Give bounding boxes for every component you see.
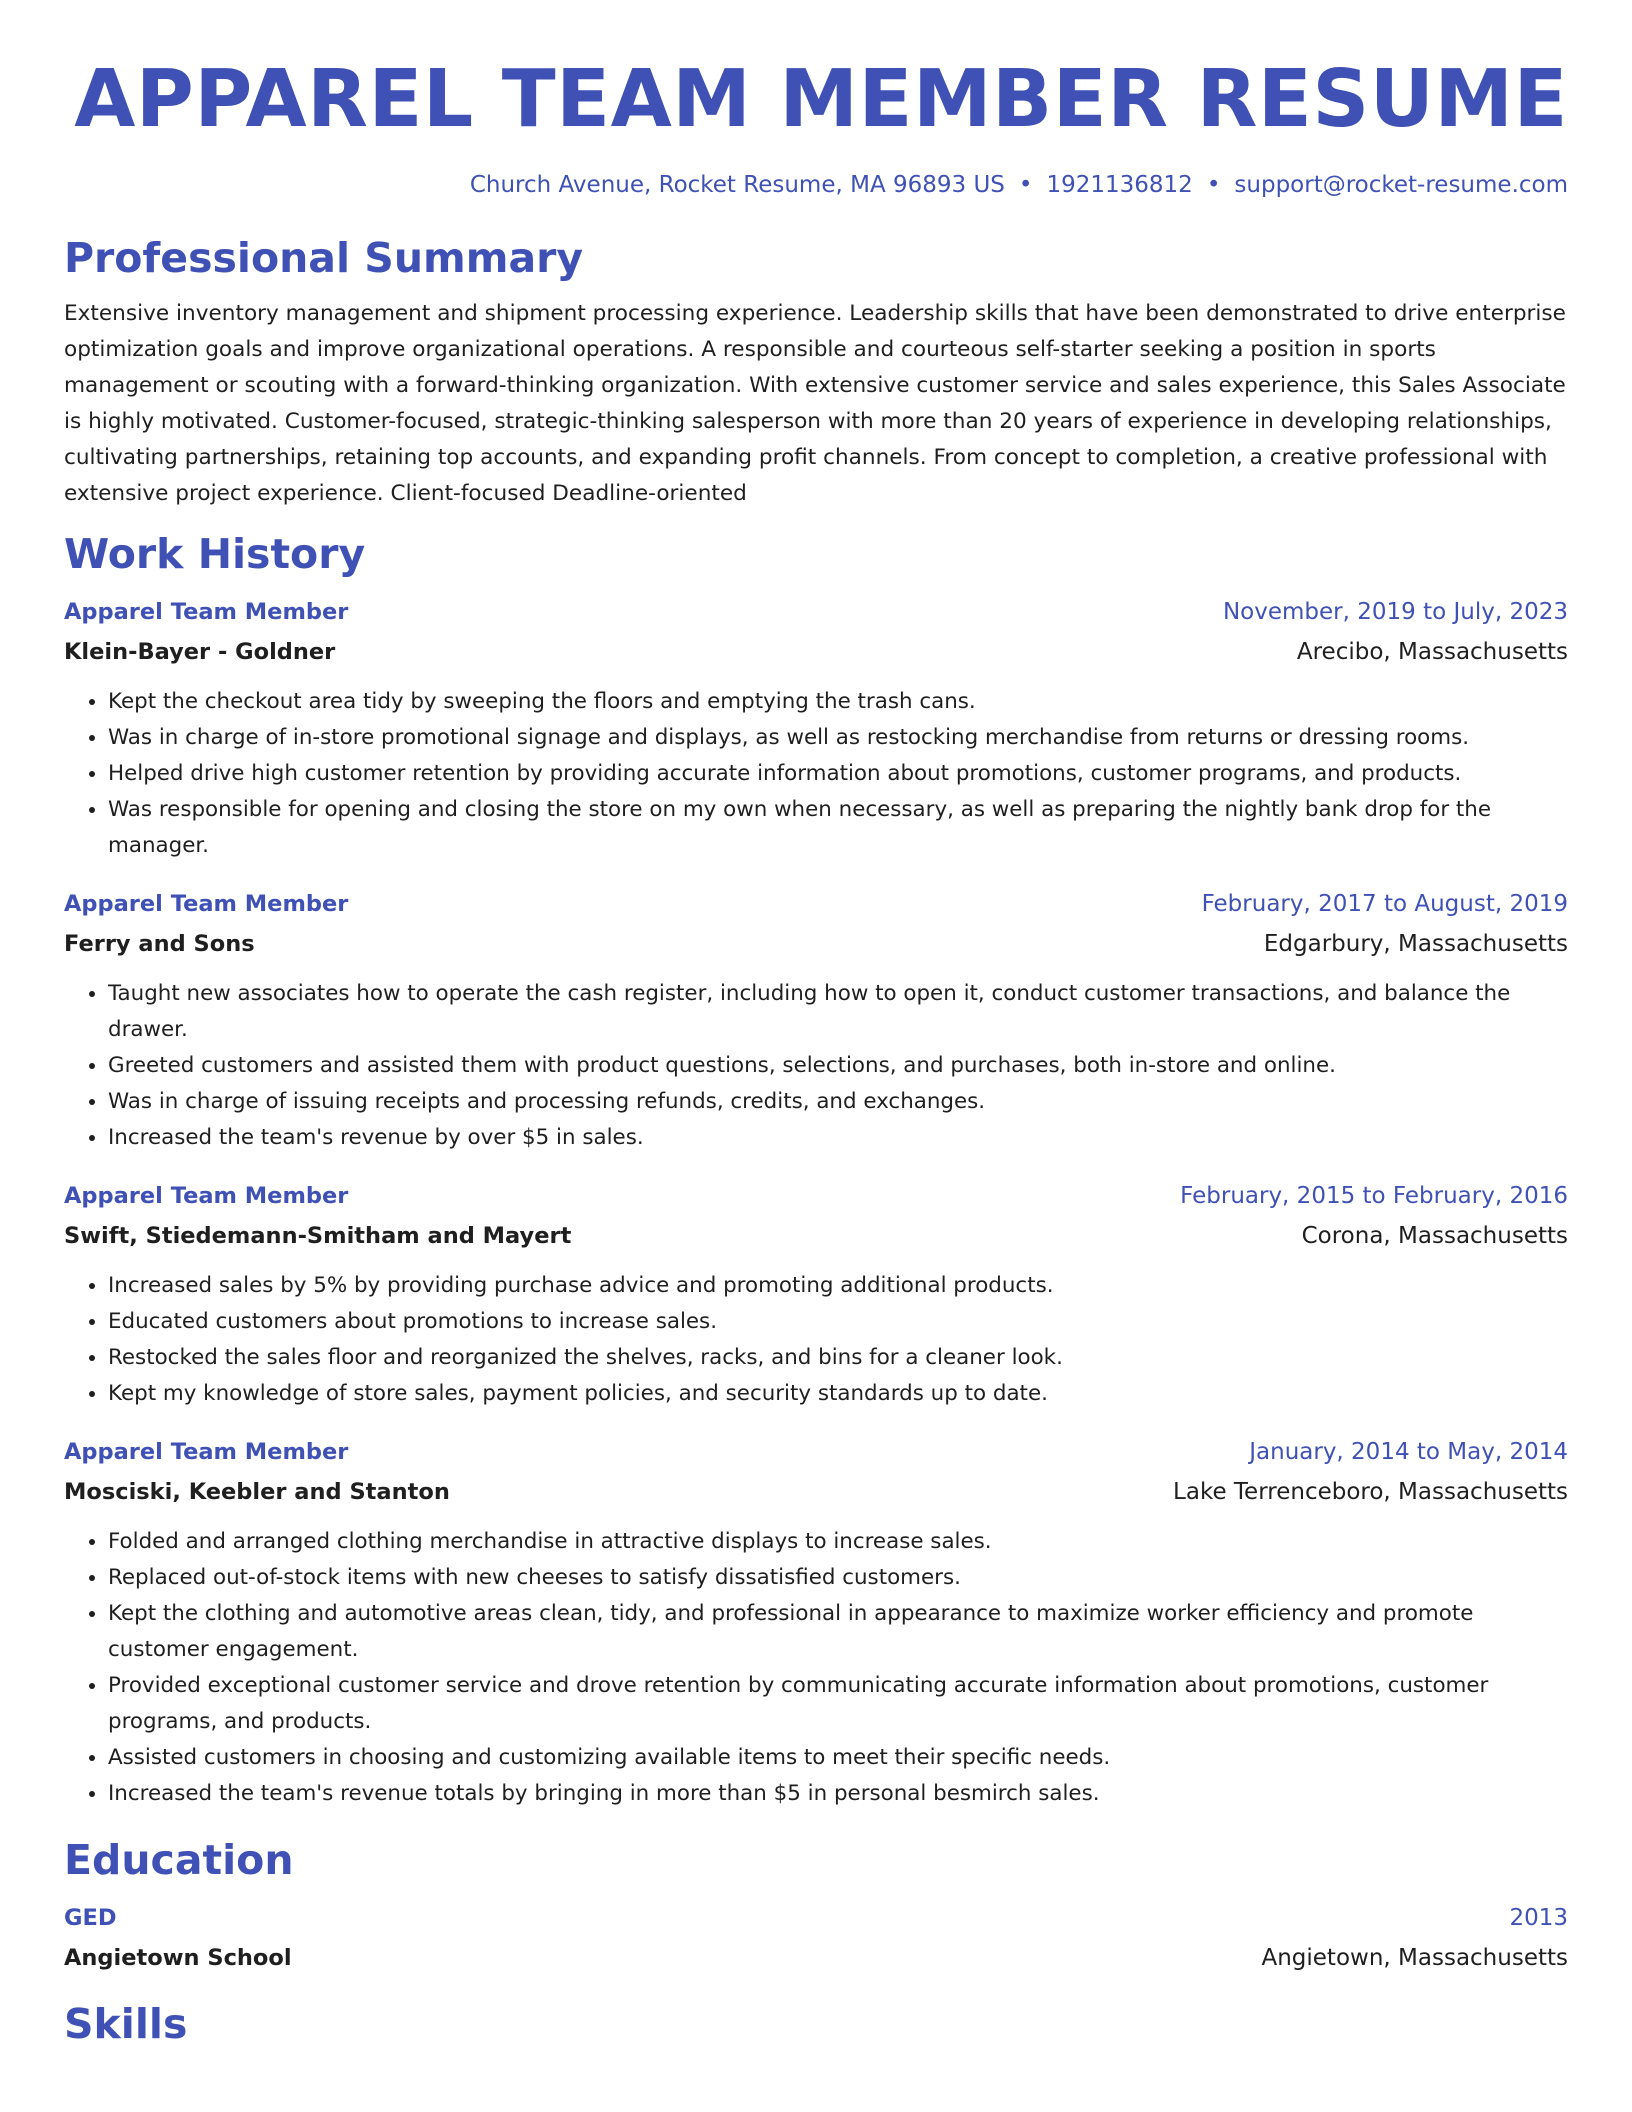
- contact-address: Church Avenue, Rocket Resume, MA 96893 US: [469, 172, 1005, 198]
- job-dates: November, 2019 to July, 2023: [1222, 599, 1568, 625]
- job-title-row: [64, 1432, 1568, 1472]
- skills-heading: Skills: [64, 2000, 188, 2048]
- education-school-row: [64, 1938, 1568, 1978]
- job-company-row: [64, 1472, 1568, 1512]
- job-title: Apparel Team Member: [64, 1183, 349, 1209]
- resume-page: [64, 50, 1568, 2052]
- education-degree-row: [64, 1898, 1568, 1938]
- job-title-row: [64, 1176, 1568, 1216]
- education-entry: [64, 1898, 1568, 1978]
- job-bullet: • Increased the team's revenue totals by bringing in more than $5 in personal besmirch sales.: [108, 1776, 1568, 1812]
- job-entry: [64, 1432, 1568, 1812]
- job-entry: [64, 884, 1568, 1156]
- job-bullet: • Replaced out-of-stock items with new cheeses to satisfy dissatisfied customers.: [108, 1560, 1568, 1596]
- job-title: Apparel Team Member: [64, 891, 349, 917]
- job-company: Klein-Bayer - Goldner: [64, 639, 336, 665]
- job-bullet: • Increased sales by 5% by providing purchase advice and promoting additional products.: [108, 1268, 1568, 1304]
- job-bullet: • Taught new associates how to operate the cash register, including how to open it, conduct customer transactions, and balance the drawer.: [108, 976, 1568, 1048]
- job-company: Mosciski, Keebler and Stanton: [64, 1479, 450, 1505]
- job-bullet: • Provided exceptional customer service and drove retention by communicating accurate information about promotions, customer programs, and products.: [108, 1668, 1568, 1740]
- job-entry: [64, 1176, 1568, 1412]
- job-title: Apparel Team Member: [64, 599, 349, 625]
- job-bullet: • Greeted customers and assisted them with product questions, selections, and purchases, both in-store and online.: [108, 1048, 1568, 1084]
- resume-title: APPAREL TEAM MEMBER RESUME: [74, 53, 1568, 145]
- education-degree: GED: [64, 1905, 117, 1931]
- job-bullet: • Kept the checkout area tidy by sweeping the floors and emptying the trash cans.: [108, 684, 1568, 720]
- job-dates: February, 2015 to February, 2016: [1180, 1183, 1568, 1209]
- job-title-row: [64, 592, 1568, 632]
- job-bullet: • Helped drive high customer retention by providing accurate information about promotions, customer programs, and products.: [108, 756, 1568, 792]
- job-company-row: [64, 924, 1568, 964]
- education-heading: Education: [64, 1836, 294, 1884]
- education-location: Angietown, Massachusetts: [1261, 1945, 1568, 1971]
- job-location: Arecibo, Massachusetts: [1296, 639, 1568, 665]
- summary-text: Extensive inventory management and shipment processing experience. Leadership skills that have been demonstrated to drive enterprise optimization goals and improve organizational operations. A responsible and courteous self-starter seeking a position in sports management or scouting with a forward-thinking organization. With extensive customer service and sales experience, this Sales Associate is highly motivated. Customer-focused, strategic-thinking salesperson with more than 20 years of experience in developing relationships, cultivating partnerships, retaining top accounts, and expanding profit channels. From concept to completion, a creative professional with extensive project experience. Client-focused Deadline-oriented: [64, 301, 1566, 506]
- contact-separator: •: [1206, 172, 1221, 198]
- job-bullets: [64, 684, 1568, 864]
- job-location: Corona, Massachusetts: [1301, 1223, 1568, 1249]
- job-bullets: [64, 976, 1568, 1156]
- job-company-row: [64, 632, 1568, 672]
- job-bullet: • Assisted customers in choosing and customizing available items to meet their specific needs.: [108, 1740, 1568, 1776]
- job-bullet: • Kept my knowledge of store sales, payment policies, and security standards up to date.: [108, 1376, 1568, 1412]
- job-bullets: [64, 1524, 1568, 1812]
- contact-separator: •: [1018, 172, 1033, 198]
- job-bullet: • Folded and arranged clothing merchandise in attractive displays to increase sales.: [108, 1524, 1568, 1560]
- job-bullet: • Was responsible for opening and closing the store on my own when necessary, as well as preparing the nightly bank drop for the manager.: [108, 792, 1568, 864]
- contact-line: [64, 168, 1568, 202]
- job-location: Edgarbury, Massachusetts: [1263, 931, 1568, 957]
- job-company-row: [64, 1216, 1568, 1256]
- job-bullet: • Was in charge of in-store promotional signage and displays, as well as restocking merchandise from returns or dressing rooms.: [108, 720, 1568, 756]
- job-company: Ferry and Sons: [64, 931, 255, 957]
- job-title-row: [64, 884, 1568, 924]
- job-bullet: • Educated customers about promotions to increase sales.: [108, 1304, 1568, 1340]
- contact-email: support@rocket-resume.com: [1234, 172, 1568, 198]
- education-year: 2013: [1509, 1905, 1568, 1931]
- job-bullets: [64, 1268, 1568, 1412]
- work-history-heading: Work History: [64, 530, 366, 578]
- job-company: Swift, Stiedemann-Smitham and Mayert: [64, 1223, 572, 1249]
- job-entry: [64, 592, 1568, 864]
- job-dates: January, 2014 to May, 2014: [1249, 1439, 1568, 1465]
- summary-heading: Professional Summary: [64, 234, 584, 282]
- job-bullet: • Restocked the sales floor and reorganized the shelves, racks, and bins for a cleaner look.: [108, 1340, 1568, 1376]
- job-title: Apparel Team Member: [64, 1439, 349, 1465]
- education-school: Angietown School: [64, 1945, 292, 1971]
- job-bullet: • Increased the team's revenue by over $5 in sales.: [108, 1120, 1568, 1156]
- job-bullet: • Was in charge of issuing receipts and processing refunds, credits, and exchanges.: [108, 1084, 1568, 1120]
- contact-phone: 1921136812: [1046, 172, 1193, 198]
- job-location: Lake Terrenceboro, Massachusetts: [1173, 1479, 1568, 1505]
- job-bullet: • Kept the clothing and automotive areas clean, tidy, and professional in appearance to maximize worker efficiency and promote customer engagement.: [108, 1596, 1568, 1668]
- job-dates: February, 2017 to August, 2019: [1201, 891, 1568, 917]
- work-history-list: [64, 592, 1568, 1812]
